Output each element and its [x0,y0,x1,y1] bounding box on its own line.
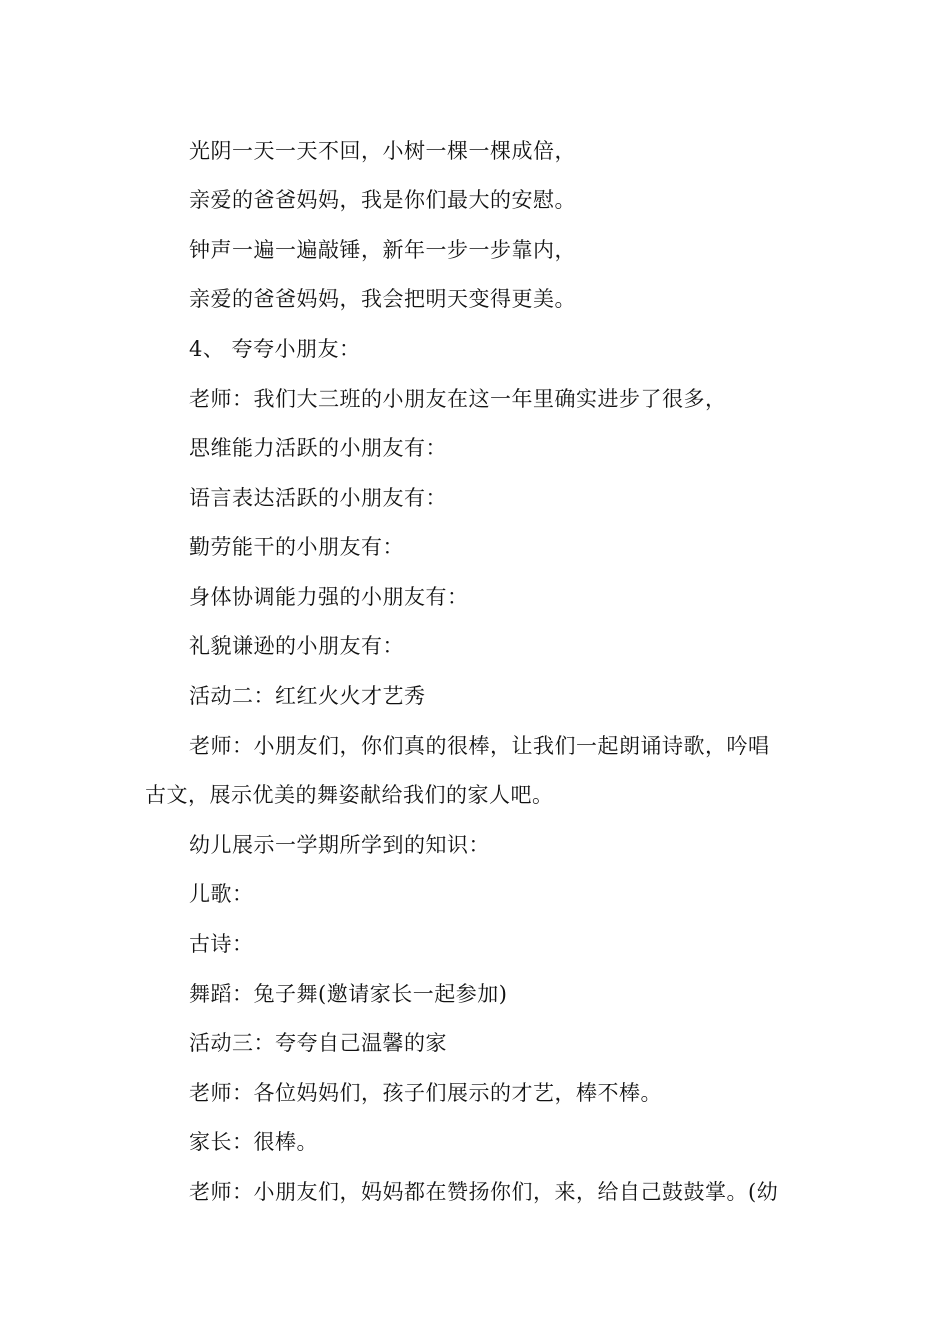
text-line: 老师：我们大三班的小朋友在这一年里确实进步了很多， [189,387,727,411]
section-heading: 4、 夸夸小朋友： [189,337,361,361]
activity-heading: 活动二：红红火火才艺秀 [189,684,426,708]
text-line: 老师：各位妈妈们，孩子们展示的才艺，棒不棒。 [189,1081,662,1105]
text-line: 老师：小朋友们，你们真的很棒，让我们一起朗诵诗歌，吟唱 [189,734,770,758]
text-line: 古诗： [189,932,254,956]
poem-line-1: 光阴一天一天不回，小树一棵一棵成倍， [189,139,576,163]
text-line: 幼儿展示一学期所学到的知识： [189,833,490,857]
text-line: 舞蹈：兔子舞(邀请家长一起参加) [189,982,508,1006]
text-line: 勤劳能干的小朋友有： [189,535,404,559]
text-line: 礼貌谦逊的小朋友有： [189,634,404,658]
text-line: 思维能力活跃的小朋友有： [189,436,447,460]
text-line: 儿歌： [189,882,254,906]
text-line: 身体协调能力强的小朋友有： [189,585,469,609]
text-line: 老师：小朋友们，妈妈都在赞扬你们，来，给自己鼓鼓掌。(幼 [189,1180,779,1204]
text-line-continued: 古文，展示优美的舞姿献给我们的家人吧。 [145,783,554,807]
poem-line-2: 亲爱的爸爸妈妈，我是你们最大的安慰。 [189,188,576,212]
activity-heading: 活动三：夸夸自己温馨的家 [189,1031,447,1055]
text-line: 家长：很棒。 [189,1130,318,1154]
text-line: 语言表达活跃的小朋友有： [189,486,447,510]
poem-line-4: 亲爱的爸爸妈妈，我会把明天变得更美。 [189,287,576,311]
poem-line-3: 钟声一遍一遍敲锤，新年一步一步靠内， [189,238,576,262]
